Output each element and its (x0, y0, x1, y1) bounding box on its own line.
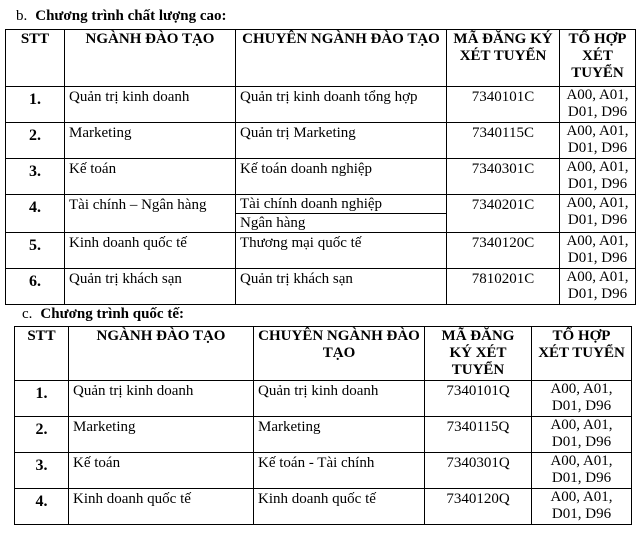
header-combination: TỔ HỢP XÉT TUYỂN (532, 327, 632, 381)
row-major: Kế toán (69, 453, 254, 489)
row-code: 7340115Q (425, 417, 532, 453)
table-header-row (6, 30, 636, 87)
row-specialization-secondary: Ngân hàng (236, 214, 447, 233)
row-combination: A00, A01, D01, D96 (532, 453, 632, 489)
table-row (15, 489, 632, 525)
section-c-title: Chương trình quốc tế: (40, 306, 184, 322)
header-specialization: CHUYÊN NGÀNH ĐÀO TẠO (254, 327, 425, 381)
row-code: 7340301Q (425, 453, 532, 489)
row-code: 7340101Q (425, 381, 532, 417)
table-row (6, 233, 636, 269)
row-stt: 3. (15, 453, 69, 489)
header-code: MÃ ĐĂNG KÝ XÉT TUYỂN (447, 30, 560, 87)
row-combination: A00, A01, D01, D96 (560, 159, 636, 195)
row-major: Tài chính – Ngân hàng (65, 195, 236, 233)
table-row (6, 159, 636, 195)
section-b-heading (16, 8, 227, 25)
row-code: 7340120Q (425, 489, 532, 525)
row-major: Marketing (69, 417, 254, 453)
row-specialization: Quản trị kinh doanh (254, 381, 425, 417)
row-stt: 6. (6, 269, 65, 305)
row-stt: 3. (6, 159, 65, 195)
row-combination: A00, A01, D01, D96 (560, 269, 636, 305)
table-row (15, 417, 632, 453)
row-specialization: Quản trị Marketing (236, 123, 447, 159)
table-row (6, 87, 636, 123)
row-major: Quản trị kinh doanh (65, 87, 236, 123)
header-combination: TỔ HỢP XÉT TUYỂN (560, 30, 636, 87)
row-major: Kế toán (65, 159, 236, 195)
header-major: NGÀNH ĐÀO TẠO (69, 327, 254, 381)
row-specialization: Thương mại quốc tế (236, 233, 447, 269)
row-stt: 4. (15, 489, 69, 525)
row-specialization: Tài chính doanh nghiệp (236, 195, 447, 214)
header-major: NGÀNH ĐÀO TẠO (65, 30, 236, 87)
row-stt: 5. (6, 233, 65, 269)
row-combination: A00, A01, D01, D96 (560, 87, 636, 123)
row-combination: A00, A01, D01, D96 (560, 123, 636, 159)
table-row (6, 195, 636, 214)
row-stt: 4. (6, 195, 65, 233)
row-major: Quản trị kinh doanh (69, 381, 254, 417)
table-international-program (14, 326, 632, 525)
row-specialization: Quản trị khách sạn (236, 269, 447, 305)
row-major: Kinh doanh quốc tế (69, 489, 254, 525)
row-major: Kinh doanh quốc tế (65, 233, 236, 269)
header-code: MÃ ĐĂNG KÝ XÉT TUYỂN (425, 327, 532, 381)
table-row (15, 453, 632, 489)
row-combination: A00, A01, D01, D96 (560, 233, 636, 269)
row-code: 7340120C (447, 233, 560, 269)
row-major: Marketing (65, 123, 236, 159)
row-specialization: Kế toán - Tài chính (254, 453, 425, 489)
row-specialization: Quản trị kinh doanh tổng hợp (236, 87, 447, 123)
row-stt: 2. (6, 123, 65, 159)
row-major: Quản trị khách sạn (65, 269, 236, 305)
table-row (6, 123, 636, 159)
row-code: 7340301C (447, 159, 560, 195)
row-code: 7340115C (447, 123, 560, 159)
row-specialization: Kinh doanh quốc tế (254, 489, 425, 525)
table-header-row (15, 327, 632, 381)
header-stt: STT (15, 327, 69, 381)
header-stt: STT (6, 30, 65, 87)
row-specialization: Marketing (254, 417, 425, 453)
row-code: 7340101C (447, 87, 560, 123)
row-stt: 1. (6, 87, 65, 123)
row-combination: A00, A01, D01, D96 (560, 195, 636, 233)
table-high-quality-program (5, 29, 636, 305)
row-combination: A00, A01, D01, D96 (532, 381, 632, 417)
section-c-heading (22, 306, 184, 323)
section-b-label: b. (16, 8, 28, 24)
row-combination: A00, A01, D01, D96 (532, 417, 632, 453)
row-stt: 2. (15, 417, 69, 453)
row-code: 7340201C (447, 195, 560, 233)
row-stt: 1. (15, 381, 69, 417)
row-code: 7810201C (447, 269, 560, 305)
section-c-label: c. (22, 306, 33, 322)
row-combination: A00, A01, D01, D96 (532, 489, 632, 525)
section-b-title: Chương trình chất lượng cao: (35, 8, 227, 24)
header-specialization: CHUYÊN NGÀNH ĐÀO TẠO (236, 30, 447, 87)
row-specialization: Kế toán doanh nghiệp (236, 159, 447, 195)
table-row (15, 381, 632, 417)
table-row (6, 269, 636, 305)
